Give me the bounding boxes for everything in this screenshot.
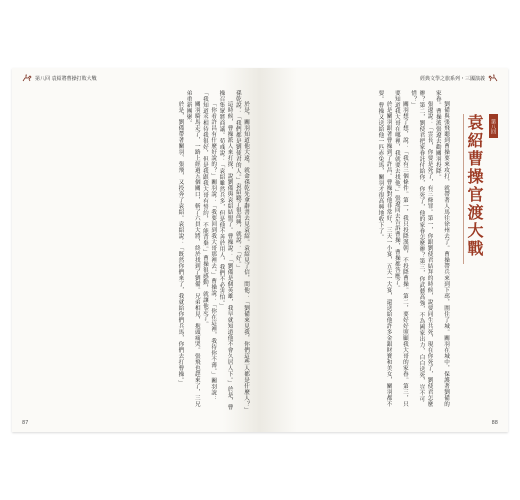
paragraph: 這時候，曹操派人來打探，說劉備與袁紹結盟了。曹操說：「劉備是個英雄，我早就知道他不會久居人下。」於是，曹操召集眾將商議。荀彧說：「袁紹雖然兵多，但是他不善於用人，我們不必害怕。」 — [218, 90, 233, 411]
left-page — [12, 68, 260, 432]
left-page-number: 87 — [22, 420, 29, 426]
right-page — [260, 68, 508, 432]
right-running-header — [420, 74, 498, 82]
paragraph: 於是，劉備帶著關羽、張飛，又投奔了袁紹。袁紹說：「既然你們來了，我就給你們兵馬，你們去打曹操。」 — [177, 101, 184, 387]
right-body-text — [270, 90, 450, 412]
horseman-icon — [488, 74, 498, 82]
chapter-number-tab: 第八回 — [489, 114, 498, 138]
paragraph: 關羽騎馬走了，一路上經過五個關口，斬了六員大將，終於找到了劉備。兄弟相見，抱頭痛哭。張飛也趕來了，三兄弟重新團聚。 — [185, 90, 200, 408]
paragraph: 張遼說：「雲長，你要是死了，有三條罪。第一，你跟劉使君結拜的時候，說要同生共死，現在你死了，劉使君怎麼辦？第二，劉使君把家眷託付給你，你死了，他的家眷怎麼辦？第三，你武藝高強，不為國家出力，白白送死，豈不可惜？」 — [410, 90, 433, 408]
book-spread — [12, 68, 508, 432]
chapter-title: 袁紹曹操官渡大戰 — [465, 114, 484, 258]
paragraph: 於是關羽跟著曹操到了許昌。曹操對他非常好，三天一小宴，五天一大宴，還送給他許多金銀財寶和美女，關羽都不要。曹操又送給他一匹赤兔馬，關羽才很高興地收下了。 — [377, 90, 392, 408]
right-page-number: 88 — [491, 420, 498, 426]
left-body-text — [24, 90, 250, 412]
paragraph: 於是，關羽知道他大遠，就命孫乾先拿辭書去見袁紹。袁紹見了信，問他：「劉備來見我，你們這些人都是什麼人？」孫乾說：「我們都是劉使君的人。」袁紹聽了很高興，就說：「好。」 — [234, 90, 249, 411]
right-header-text: 經典文學之旅系列・三國演義 — [419, 75, 485, 82]
title-divider — [463, 114, 464, 264]
horseman-icon — [22, 74, 32, 82]
left-header-text: 第八回 袁紹將曹操打敗大戰 — [35, 75, 97, 82]
paragraph: 關羽想了想，說：「我有三個條件。第一，我只投降漢朝，不投降曹操。第二，要好好照顧我大哥的家眷。第三，只要知道我大哥在哪裡，我就要去找他。」張遼回去告訴曹操，曹操都答應了。 — [393, 90, 408, 408]
paragraph: 「你看許昌有什麼好說的？」關羽說：「我要回到我大哥那裡去。」曹操說：「你在這裡，我待你不薄。」關羽說：「我知道丞相待我很好，但是我跟我大哥有誓約，不能背棄。」曹操很感動，就讓他走了。 — [201, 90, 217, 402]
paragraph: 劉備與張飛聽到曹操要來攻打，就帶著人馬往徐州去了。曹操帶兵來到下邳，圍住了城。關羽在城中，保護著劉備的家眷。曹操派張遼去勸關羽投降。 — [434, 90, 449, 408]
left-running-header — [22, 74, 97, 82]
